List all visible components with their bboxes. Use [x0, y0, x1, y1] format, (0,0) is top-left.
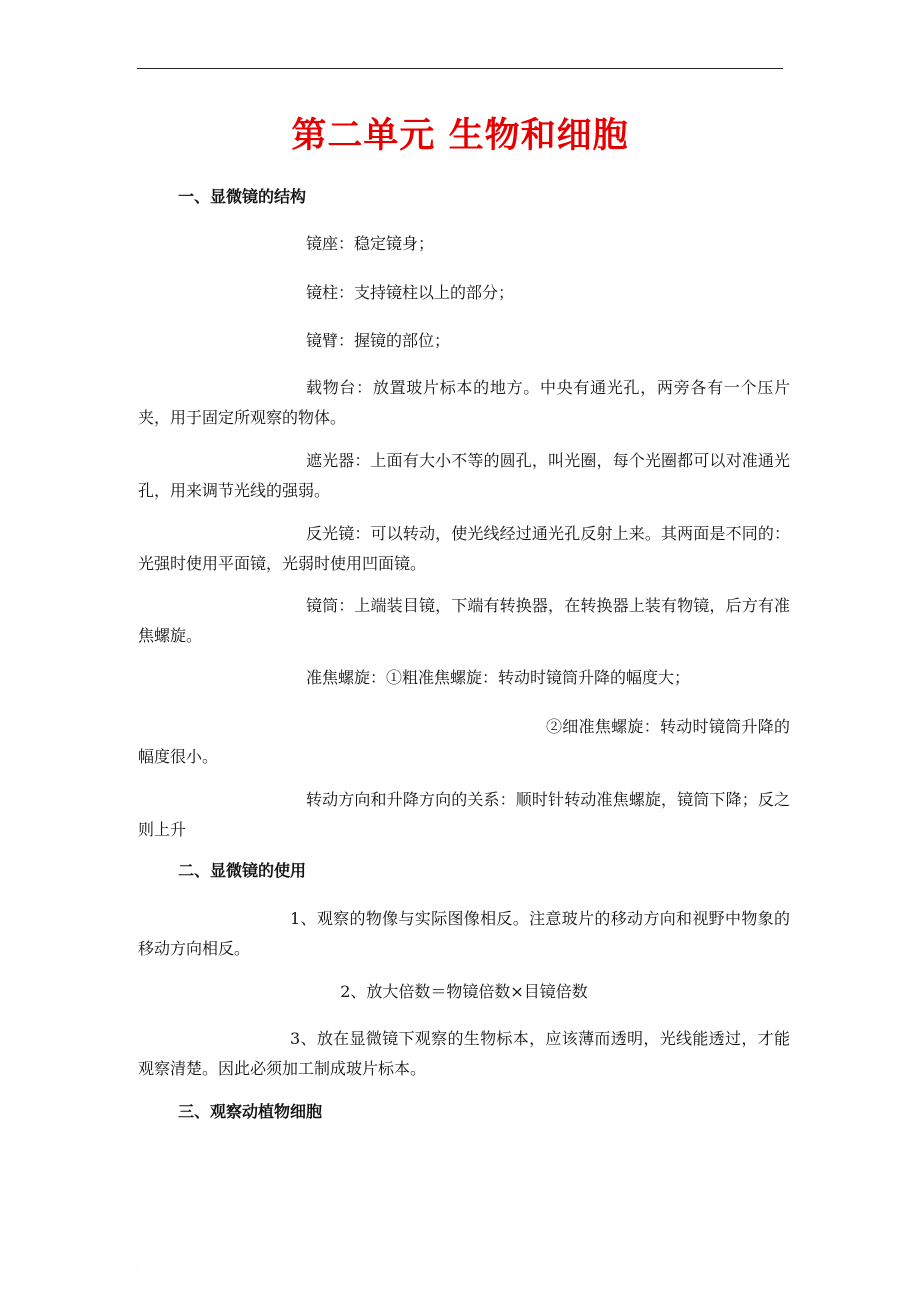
section-heading-microscope-structure: 一、显微镜的结构 — [178, 187, 307, 206]
section-heading-microscope-use: 二、显微镜的使用 — [178, 861, 307, 880]
structure-item-coarse-focus: 准焦螺旋：①粗准焦螺旋：转动时镜筒升降的幅度大； — [306, 668, 691, 687]
structure-item-diaphragm: 遮光器：上面有大小不等的圆孔，叫光圈，每个光圈都可以对准通光孔，用来调节光线的强弱。 — [138, 451, 790, 500]
section-heading-observe-cells: 三、观察动植物细胞 — [178, 1102, 323, 1121]
usage-item-thin-specimen: 3、放在显微镜下观察的生物标本，应该薄而透明，光线能透过，才能观察清楚。因此必须加工制成玻片标本。 — [138, 1029, 790, 1078]
page-corner-dot: · — [137, 1267, 139, 1274]
usage-item-magnification: 2、放大倍数＝物镜倍数×目镜倍数 — [340, 982, 588, 1001]
page-title: 第二单元 生物和细胞 — [291, 115, 629, 156]
structure-item-pillar: 镜柱：支持镜柱以上的部分； — [306, 283, 515, 302]
usage-item-image-reversed: 1、观察的物像与实际图像相反。注意玻片的移动方向和视野中物象的移动方向相反。 — [138, 909, 790, 958]
structure-item-tube: 镜筒：上端装目镜，下端有转换器，在转换器上装有物镜，后方有准焦螺旋。 — [138, 596, 790, 645]
header-rule — [137, 68, 783, 69]
structure-item-mirror: 反光镜：可以转动，使光线经过通光孔反射上来。其两面是不同的：光强时使用平面镜，光弱时使用凹面镜。 — [138, 524, 790, 573]
structure-item-base: 镜座：稳定镜身； — [306, 234, 435, 253]
structure-item-fine-focus: ②细准焦螺旋：转动时镜筒升降的幅度很小。 — [138, 717, 790, 766]
structure-item-direction: 转动方向和升降方向的关系：顺时针转动准焦螺旋，镜筒下降；反之则上升 — [138, 790, 790, 839]
structure-item-arm: 镜臂：握镜的部位； — [306, 331, 451, 350]
structure-item-stage: 载物台：放置玻片标本的地方。中央有通光孔，两旁各有一个压片夹，用于固定所观察的物体。 — [138, 378, 790, 427]
